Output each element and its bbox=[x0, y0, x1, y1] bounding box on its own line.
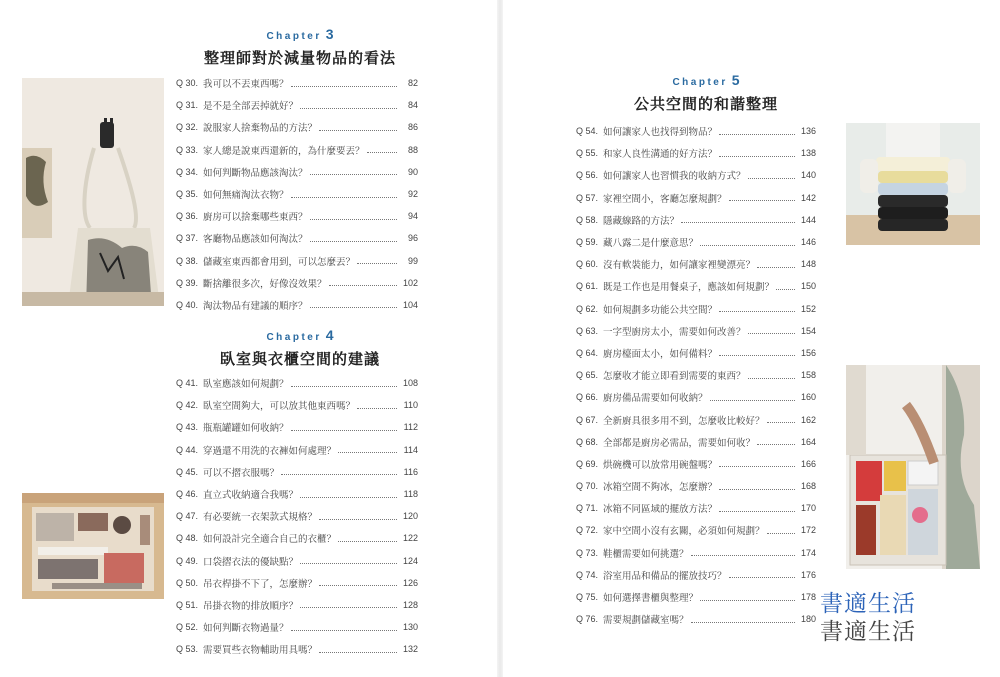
page-number: 180 bbox=[800, 614, 816, 625]
dot-leader bbox=[319, 519, 397, 520]
question-number: Q 47. bbox=[176, 511, 199, 522]
question-number: Q 40. bbox=[176, 299, 199, 310]
chapter-label: Chapter bbox=[672, 77, 728, 88]
question-number: Q 52. bbox=[176, 622, 199, 633]
dot-leader bbox=[310, 307, 397, 308]
chapter-number: 3 bbox=[325, 26, 334, 42]
page-number: 116 bbox=[403, 466, 418, 477]
question-number: Q 49. bbox=[176, 555, 199, 566]
page-number: 138 bbox=[800, 148, 816, 159]
page-number: 126 bbox=[402, 577, 418, 588]
question-number: Q 66. bbox=[576, 392, 599, 403]
dot-leader bbox=[767, 422, 795, 423]
page-number: 158 bbox=[800, 370, 816, 381]
page-number: 118 bbox=[403, 489, 418, 500]
toc-entry bbox=[576, 120, 816, 142]
page-number: 160 bbox=[800, 392, 816, 403]
question-number: Q 46. bbox=[176, 489, 199, 500]
question-text: 家中空間小沒有玄關，必須如何規劃？ bbox=[603, 526, 765, 538]
question-number: Q 65. bbox=[576, 370, 599, 381]
dot-leader bbox=[357, 263, 397, 264]
question-text: 一字型廚房太小，需要如何改善？ bbox=[603, 326, 746, 338]
question-text: 廚房備品需要如何收納？ bbox=[603, 393, 708, 405]
question-number: Q 58. bbox=[576, 214, 599, 225]
toc-entry bbox=[176, 572, 418, 594]
dot-leader bbox=[291, 197, 397, 198]
question-number: Q 73. bbox=[576, 547, 599, 558]
question-text: 口袋摺衣法的優缺點？ bbox=[203, 556, 299, 568]
toc-entry bbox=[176, 483, 418, 505]
toc-entry bbox=[576, 253, 816, 275]
dot-leader bbox=[300, 497, 397, 498]
toc-entry bbox=[176, 294, 418, 316]
question-text: 我可以不丟東西嗎？ bbox=[203, 79, 289, 91]
page-number: 99 bbox=[407, 255, 418, 266]
toc-entry bbox=[576, 364, 816, 386]
question-number: Q 30. bbox=[176, 78, 199, 89]
toc-entry bbox=[176, 94, 418, 116]
dot-leader bbox=[719, 134, 795, 135]
chapter-3-toc bbox=[176, 72, 418, 316]
toc-entry bbox=[176, 227, 418, 249]
page-number: 114 bbox=[403, 444, 418, 455]
question-number: Q 54. bbox=[576, 126, 599, 137]
toc-entry bbox=[576, 164, 816, 186]
toc-entry bbox=[176, 272, 418, 294]
toc-entry bbox=[176, 250, 418, 272]
page-number: 146 bbox=[800, 237, 816, 248]
page-number: 154 bbox=[800, 325, 816, 336]
toc-entry bbox=[176, 205, 418, 227]
dot-leader bbox=[767, 533, 795, 534]
question-number: Q 53. bbox=[176, 644, 199, 655]
question-text: 如何判斷衣物過量？ bbox=[203, 623, 289, 635]
page-number: 84 bbox=[407, 100, 418, 111]
dot-leader bbox=[757, 267, 795, 268]
question-text: 需要規劃儲藏室嗎？ bbox=[603, 615, 689, 627]
dot-leader bbox=[291, 430, 397, 431]
question-number: Q 43. bbox=[176, 422, 199, 433]
question-number: Q 61. bbox=[576, 281, 599, 292]
dot-leader bbox=[300, 108, 397, 109]
toc-entry bbox=[176, 550, 418, 572]
question-text: 客廳物品應該如何淘汰？ bbox=[203, 234, 308, 246]
toc-entry bbox=[576, 342, 816, 364]
page-number: 94 bbox=[407, 211, 418, 222]
chapter-4-heading bbox=[175, 325, 425, 369]
toc-entry bbox=[576, 298, 816, 320]
toc-entry bbox=[176, 72, 418, 94]
question-text: 需要買些衣物輔助用具嗎？ bbox=[203, 645, 318, 657]
question-text: 如何設計完全適合自己的衣櫃？ bbox=[203, 534, 337, 546]
dot-leader bbox=[748, 378, 795, 379]
toc-entry bbox=[576, 564, 816, 586]
toc-entry bbox=[176, 161, 418, 183]
question-number: Q 36. bbox=[176, 211, 199, 222]
question-text: 是不是全部丟掉就好？ bbox=[203, 101, 299, 113]
chapter-4-toc bbox=[176, 372, 418, 660]
toc-entry bbox=[176, 416, 418, 438]
kitchen-drawer-photo bbox=[846, 365, 980, 569]
toc-entry bbox=[176, 372, 418, 394]
chapter-title: 公共空間的和諧整理 bbox=[633, 95, 778, 113]
question-text: 藏八露二是什麼意思？ bbox=[603, 238, 699, 250]
question-number: Q 72. bbox=[576, 525, 599, 536]
page-number: 174 bbox=[800, 547, 816, 558]
question-text: 如何判斷物品應該淘汰？ bbox=[203, 167, 308, 179]
question-text: 家人總是說東西還新的，為什麼要丟？ bbox=[203, 145, 365, 157]
page-number: 120 bbox=[402, 511, 418, 522]
page-number: 136 bbox=[800, 126, 816, 137]
question-number: Q 33. bbox=[176, 144, 199, 155]
dot-leader bbox=[691, 555, 795, 556]
question-text: 淘汰物品有建議的順序？ bbox=[203, 300, 308, 312]
question-text: 既是工作也是用餐桌子，應該如何規劃？ bbox=[603, 282, 775, 294]
question-text: 如何選擇書櫃與整理？ bbox=[603, 593, 699, 605]
dot-leader bbox=[757, 444, 795, 445]
book-gutter bbox=[497, 0, 503, 677]
toc-entry bbox=[176, 461, 418, 483]
toc-entry bbox=[576, 519, 816, 541]
question-text: 沒有軟裝能力，如何讓家裡變漂亮？ bbox=[603, 260, 756, 272]
toc-entry bbox=[576, 497, 816, 519]
question-text: 廚房檯面太小，如何備料？ bbox=[603, 348, 718, 360]
question-number: Q 56. bbox=[576, 170, 599, 181]
dot-leader bbox=[329, 285, 397, 286]
page-number: 170 bbox=[800, 503, 816, 514]
page-number: 86 bbox=[407, 122, 418, 133]
dot-leader bbox=[300, 563, 397, 564]
toc-entry bbox=[576, 608, 816, 630]
page-number: 88 bbox=[407, 144, 418, 155]
page-number: 164 bbox=[800, 436, 816, 447]
page-number: 130 bbox=[402, 622, 418, 633]
toc-entry bbox=[176, 638, 418, 660]
dot-leader bbox=[310, 174, 397, 175]
dot-leader bbox=[776, 289, 795, 290]
toc-entry bbox=[176, 505, 418, 527]
chapter-3-heading bbox=[175, 24, 425, 68]
toc-entry bbox=[176, 116, 418, 138]
page-number: 104 bbox=[402, 299, 418, 310]
toc-entry bbox=[176, 594, 418, 616]
question-number: Q 42. bbox=[176, 400, 199, 411]
question-text: 斷捨離很多次，好像沒效果？ bbox=[203, 278, 327, 290]
toc-entry bbox=[576, 142, 816, 164]
page-number: 108 bbox=[402, 378, 418, 389]
question-number: Q 38. bbox=[176, 255, 199, 266]
page-number: 96 bbox=[407, 233, 418, 244]
dot-leader bbox=[700, 245, 795, 246]
dot-leader bbox=[357, 408, 397, 409]
question-number: Q 62. bbox=[576, 303, 599, 314]
dot-leader bbox=[700, 600, 795, 601]
question-text: 儲藏室東西都會用到，可以怎麼丟？ bbox=[203, 256, 356, 268]
question-text: 鞋櫃需要如何挑選？ bbox=[603, 548, 689, 560]
question-text: 穿過還不用洗的衣褲如何處理？ bbox=[203, 445, 337, 457]
toc-entry bbox=[576, 209, 816, 231]
page-number: 172 bbox=[800, 525, 816, 536]
dot-leader bbox=[719, 466, 795, 467]
chapter-number: 4 bbox=[325, 327, 334, 343]
dot-leader bbox=[338, 452, 397, 453]
page-number: 124 bbox=[402, 555, 418, 566]
tote-bag-photo bbox=[22, 78, 164, 306]
question-number: Q 75. bbox=[576, 592, 599, 603]
dot-leader bbox=[310, 219, 397, 220]
watermark-line-1: 書適生活 bbox=[820, 591, 916, 617]
dot-leader bbox=[338, 541, 397, 542]
chapter-5-toc bbox=[576, 120, 816, 630]
question-text: 臥室應該如何規劃？ bbox=[203, 379, 289, 391]
question-text: 如何規劃多功能公共空間？ bbox=[603, 304, 718, 316]
page-number: 166 bbox=[800, 458, 816, 469]
page-number: 148 bbox=[800, 259, 816, 270]
page-number: 150 bbox=[800, 281, 816, 292]
question-number: Q 48. bbox=[176, 533, 199, 544]
chapter-5-heading bbox=[575, 70, 837, 114]
question-number: Q 31. bbox=[176, 100, 199, 111]
question-text: 浴室用品和備品的擺放技巧？ bbox=[603, 570, 727, 582]
dot-leader bbox=[748, 178, 795, 179]
dot-leader bbox=[719, 311, 795, 312]
dot-leader bbox=[291, 86, 397, 87]
question-text: 吊掛衣物的排放順序？ bbox=[203, 600, 299, 612]
dot-leader bbox=[719, 355, 795, 356]
question-text: 全部都是廚房必需品，需要如何收？ bbox=[603, 437, 756, 449]
drawer-cosmetics-photo bbox=[22, 493, 164, 599]
dot-leader bbox=[367, 152, 397, 153]
question-text: 說服家人捨棄物品的方法？ bbox=[203, 123, 318, 135]
question-text: 臥室空間夠大，可以放其他東西嗎？ bbox=[203, 401, 356, 413]
question-number: Q 68. bbox=[576, 436, 599, 447]
question-text: 隱藏線路的方法？ bbox=[603, 215, 680, 227]
question-number: Q 74. bbox=[576, 569, 599, 580]
chapter-title: 整理師對於減量物品的看法 bbox=[203, 49, 396, 67]
question-number: Q 57. bbox=[576, 192, 599, 203]
question-number: Q 69. bbox=[576, 458, 599, 469]
page-number: 152 bbox=[800, 303, 816, 314]
question-number: Q 70. bbox=[576, 481, 599, 492]
toc-entry bbox=[576, 431, 816, 453]
toc-entry bbox=[576, 408, 816, 430]
dot-leader bbox=[729, 577, 795, 578]
page-number: 178 bbox=[800, 592, 816, 603]
toc-entry bbox=[576, 453, 816, 475]
page-number: 102 bbox=[402, 277, 418, 288]
page-number: 110 bbox=[403, 400, 418, 411]
question-text: 冰箱空間不夠冰，怎麼辦？ bbox=[603, 482, 718, 494]
page-number: 168 bbox=[800, 481, 816, 492]
page-number: 128 bbox=[402, 599, 418, 610]
dot-leader bbox=[681, 222, 795, 223]
question-number: Q 35. bbox=[176, 189, 199, 200]
dot-leader bbox=[748, 333, 795, 334]
question-number: Q 37. bbox=[176, 233, 199, 244]
dot-leader bbox=[319, 652, 397, 653]
question-number: Q 55. bbox=[576, 148, 599, 159]
question-text: 怎麼收才能立即看到需要的東西？ bbox=[603, 371, 746, 383]
toc-entry bbox=[176, 139, 418, 161]
publisher-watermark bbox=[820, 590, 916, 646]
question-number: Q 45. bbox=[176, 466, 199, 477]
dot-leader bbox=[691, 622, 795, 623]
dot-leader bbox=[719, 489, 795, 490]
dot-leader bbox=[719, 511, 795, 512]
toc-entry bbox=[576, 231, 816, 253]
question-number: Q 59. bbox=[576, 237, 599, 248]
toc-entry bbox=[576, 386, 816, 408]
page-number: 142 bbox=[800, 192, 816, 203]
chapter-label: Chapter bbox=[266, 332, 322, 343]
question-number: Q 60. bbox=[576, 259, 599, 270]
dot-leader bbox=[310, 241, 397, 242]
toc-entry bbox=[176, 183, 418, 205]
dot-leader bbox=[319, 585, 397, 586]
page-number: 112 bbox=[403, 422, 418, 433]
page-number: 140 bbox=[800, 170, 816, 181]
toc-entry bbox=[176, 616, 418, 638]
toc-entry bbox=[576, 542, 816, 564]
page-number: 176 bbox=[800, 569, 816, 580]
page-number: 82 bbox=[407, 78, 418, 89]
question-number: Q 44. bbox=[176, 444, 199, 455]
toc-entry bbox=[176, 527, 418, 549]
question-text: 直立式收納適合我嗎？ bbox=[203, 490, 299, 502]
question-number: Q 64. bbox=[576, 347, 599, 358]
question-number: Q 50. bbox=[176, 577, 199, 588]
dot-leader bbox=[291, 630, 397, 631]
toc-entry bbox=[176, 439, 418, 461]
folded-clothes-photo bbox=[846, 123, 980, 245]
question-number: Q 67. bbox=[576, 414, 599, 425]
toc-entry bbox=[576, 586, 816, 608]
question-text: 如何讓家人也找得到物品？ bbox=[603, 127, 718, 139]
question-text: 瓶瓶罐罐如何收納？ bbox=[203, 423, 289, 435]
question-text: 冰箱不同區域的擺放方法？ bbox=[603, 504, 718, 516]
question-text: 全新廚具很多用不到，怎麼收比較好？ bbox=[603, 415, 765, 427]
toc-entry bbox=[176, 394, 418, 416]
dot-leader bbox=[300, 607, 397, 608]
question-number: Q 39. bbox=[176, 277, 199, 288]
question-text: 可以不摺衣服嗎？ bbox=[203, 467, 280, 479]
question-text: 烘碗機可以放常用碗盤嗎？ bbox=[603, 459, 718, 471]
page-number: 162 bbox=[800, 414, 816, 425]
chapter-title: 臥室與衣櫃空間的建議 bbox=[219, 350, 380, 368]
question-text: 吊衣桿掛不下了，怎麼辦？ bbox=[203, 578, 318, 590]
toc-entry bbox=[576, 475, 816, 497]
question-text: 和家人良性溝通的好方法？ bbox=[603, 149, 718, 161]
dot-leader bbox=[710, 400, 795, 401]
question-text: 家裡空間小，客廳怎麼規劃？ bbox=[603, 193, 727, 205]
dot-leader bbox=[719, 156, 795, 157]
page-number: 144 bbox=[800, 214, 816, 225]
toc-entry bbox=[576, 275, 816, 297]
dot-leader bbox=[291, 386, 397, 387]
chapter-label: Chapter bbox=[266, 31, 322, 42]
question-text: 如何無痛淘汰衣物？ bbox=[203, 190, 289, 202]
question-text: 如何讓家人也習慣我的收納方式？ bbox=[603, 171, 746, 183]
chapter-number: 5 bbox=[731, 72, 740, 88]
page-number: 156 bbox=[800, 347, 816, 358]
question-number: Q 63. bbox=[576, 325, 599, 336]
toc-entry bbox=[576, 320, 816, 342]
dot-leader bbox=[319, 130, 397, 131]
question-number: Q 34. bbox=[176, 166, 199, 177]
watermark-line-2: 書適生活 bbox=[820, 619, 916, 645]
page-number: 90 bbox=[407, 166, 418, 177]
question-number: Q 51. bbox=[176, 599, 199, 610]
page-number: 132 bbox=[402, 644, 418, 655]
question-number: Q 32. bbox=[176, 122, 199, 133]
question-number: Q 71. bbox=[576, 503, 599, 514]
page-number: 92 bbox=[407, 189, 418, 200]
question-number: Q 76. bbox=[576, 614, 599, 625]
page-number: 122 bbox=[402, 533, 418, 544]
toc-entry bbox=[576, 187, 816, 209]
dot-leader bbox=[729, 200, 795, 201]
question-text: 有必要統一衣架款式規格？ bbox=[203, 512, 318, 524]
question-text: 廚房可以捨棄哪些東西？ bbox=[203, 212, 308, 224]
question-number: Q 41. bbox=[176, 378, 199, 389]
dot-leader bbox=[281, 474, 397, 475]
